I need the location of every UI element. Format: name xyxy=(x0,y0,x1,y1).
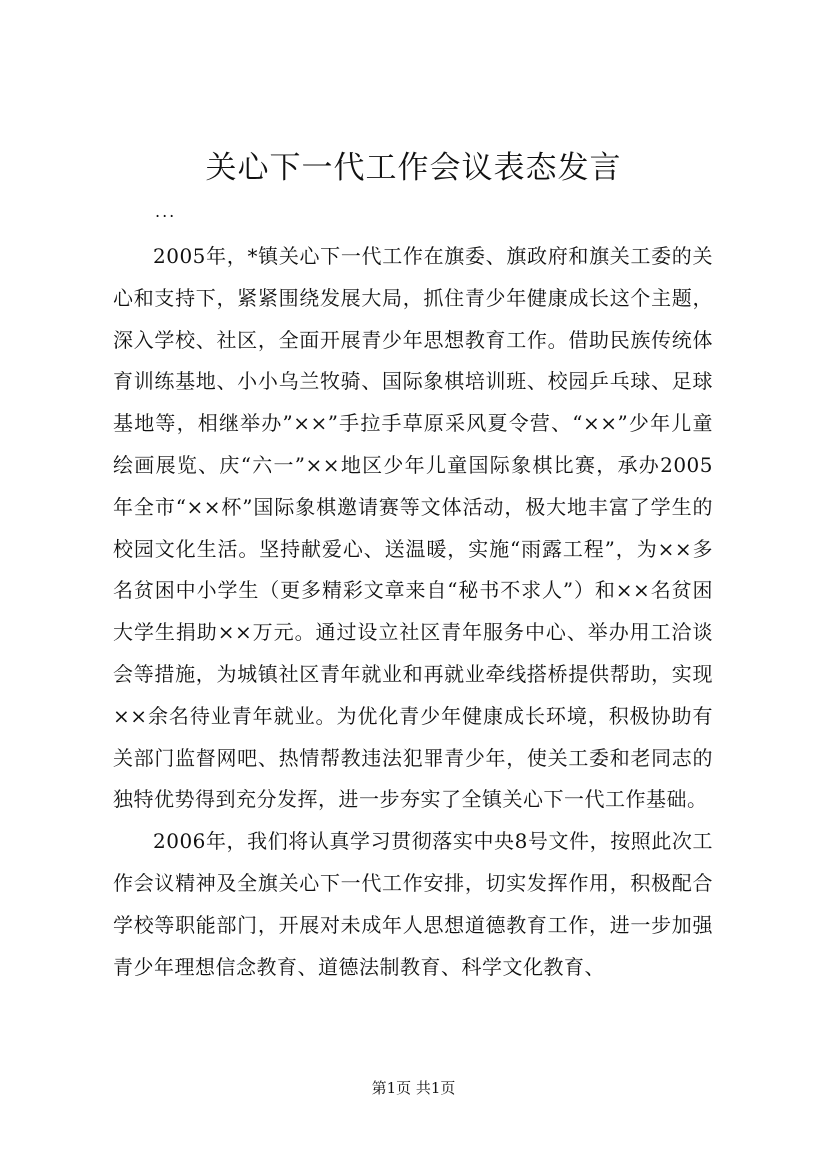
paragraph: 2005年，*镇关心下一代工作在旗委、旗政府和旗关工委的关心和支持下，紧紧围绕发展大局，抓住青少年健康成长这个主题，深入学校、社区，全面开展青少年思想教育工作。借助民族传统体育训练基地、小小乌兰牧骑、国际象棋培训班、校园乒乓球、足球基地等，相继举办”××”手拉手草原采风夏令营、“××”少年儿童绘画展览、庆“六一”××地区少年儿童国际象棋比赛，承办2005年全市“××杯”国际象棋邀请赛等文体活动，极大地丰富了学生的校园文化生活。坚持献爱心、送温暖，实施“雨露工程”，为××多名贫困中小学生（更多精彩文章来自“秘书不求人”）和××名贫困大学生捐助××万元。通过设立社区青年服务中心、举办用工洽谈会等措施，为城镇社区青年就业和再就业牵线搭桥提供帮助，实现××余名待业青年就业。为优化青少年健康成长环境，积极协助有关部门监督网吧、热情帮教违法犯罪青少年，使关工委和老同志的独特优势得到充分发挥，进一步夯实了全镇关心下一代工作基础。 xyxy=(113,244,713,812)
ellipsis-mark: ... xyxy=(155,202,177,221)
document-title: 关心下一代工作会议表态发言 xyxy=(205,150,622,186)
page-footer: 第1页 共1页 xyxy=(371,1079,456,1097)
paragraph: 2006年，我们将认真学习贯彻落实中央8号文件，按照此次工作会议精神及全旗关心下一代工作安排，切实发挥作用，积极配合学校等职能部门，开展对未成年人思想道德教育工作，进一步加强青少年理想信念教育、道德法制教育、科学文化教育、 xyxy=(113,829,713,979)
document-body xyxy=(113,236,713,1036)
